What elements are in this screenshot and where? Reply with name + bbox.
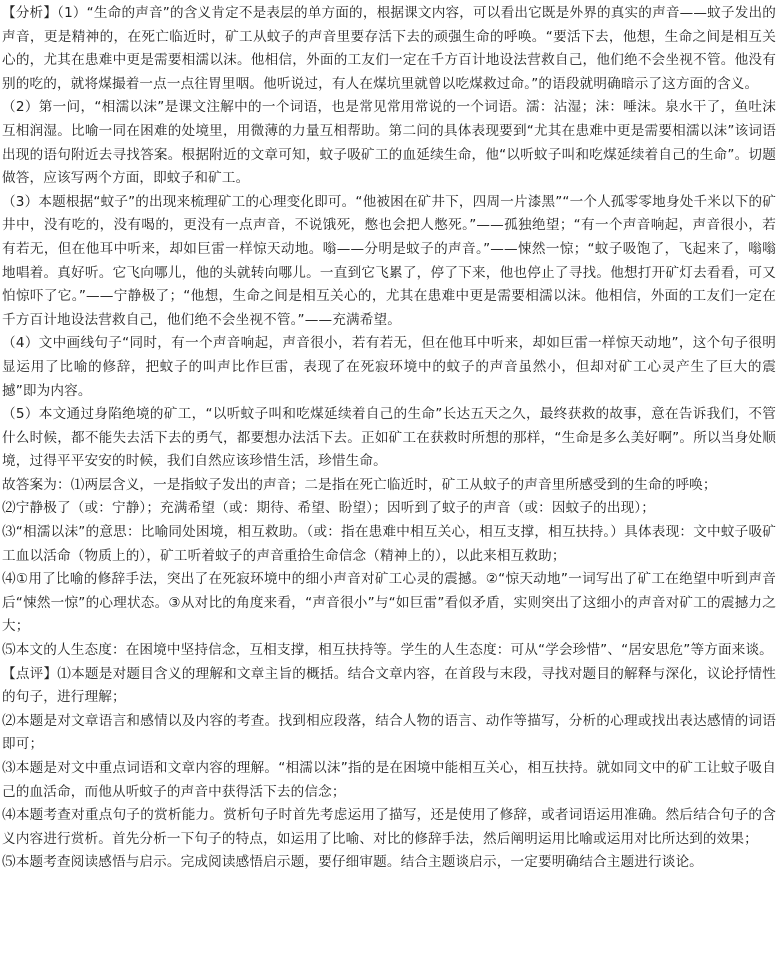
analysis-paragraph-5: （5）本文通过身陷绝境的矿工，“以听蚊子叫和吃煤延续着自己的生命”长达五天之久，最终获救的故事，意在告诉我们，不管什么时候，都不能失去活下去的勇气，都要想办法活下去。正如矿工在获救时所想的那样，“生命是多么美好啊”。所以当身处顺境，过得平平安安的时候，我们自然应该珍惜生活，珍惜生命。 (2, 406, 776, 470)
answer-intro: 故答案为：⑴两层含义，一是指蚊子发出的声音；二是指在死亡临近时，矿工从蚊子的声音里所感受到的生命的呼唤； (2, 476, 717, 493)
answer-item-4: ⑷①用了比喻的修辞手法，突出了在死寂环境中的细小声音对矿工心灵的震撼。②“惊天动地”一词写出了矿工在绝望中听到声音后“悚然一惊”的心理状态。③从对比的角度来看，“声音很小”与“如巨雷”看似矛盾，实则突出了这细小的声音对矿工的震撼力之大； (2, 571, 776, 635)
comment-item-3: ⑶本题是对文中重点词语和文章内容的理解。“相濡以沫”指的是在困境中能相互关心，相互扶持。就如同文中的矿工让蚊子吸自己的血活命，而他从听蚊子的声音中获得活下去的信念； (2, 760, 776, 800)
comment-item-2: ⑵本题是对文章语言和感情以及内容的考查。找到相应段落，结合人物的语言、动作等描写，分析的心理或找出表达感情的词语即可； (2, 712, 776, 753)
analysis-paragraph-1: 【分析】（1）“生命的声音”的含义肯定不是表层的单方面的，根据课文内容，可以看出它既是外界的真实的声音——蚊子发出的声音，更是精神的，在死亡临近时，矿工从蚊子的声音里要存活下去的顽强生命的呼唤。“要活下去，他想，生命之间是相互关心的，尤其在患难中更是需要相濡以沫。他相信，外面的工友们一定在千方百计地设法营救自己，他们绝不会坐视不管。他没有别的吃的，就将煤撮着一点一点往胃里咽。他听说过，有人在煤坑里就曾以吃煤救过命。”的语段就明确暗示了这方面的含义。 (2, 5, 776, 92)
comment-item-4: ⑷本题考查对重点句子的赏析能力。赏析句子时首先考虑运用了描写，还是使用了修辞，或者词语运用准确。然后结合句子的含义内容进行赏析。首先分析一下句子的特点，如运用了比喻、对比的修辞手法，然后阐明运用比喻或运用对比所达到的效果； (2, 807, 776, 847)
comment-item-1: 【点评】⑴本题是对题目含义的理解和文章主旨的概括。结合文章内容，在首段与末段，寻找对题目的解释与深化，议论抒情性的句子，进行理解； (2, 665, 776, 706)
comment-item-5: ⑸本题考查阅读感悟与启示。完成阅读感悟启示题，要仔细审题。结合主题谈启示，一定要明确结合主题进行谈论。 (2, 854, 703, 871)
answer-item-2: ⑵宁静极了（或：宁静）；充满希望（或：期待、希望、盼望）；因听到了蚊子的声音（或：因蚊子的出现）； (2, 500, 656, 517)
answer-item-3: ⑶“相濡以沫”的意思：比喻同处困境，相互救助。（或：指在患难中相互关心，相互支撑，相互扶持。）具体表现：文中蚊子吸矿工血以活命（物质上的），矿工听着蚊子的声音重拾生命信念（精神上的），以此来相互救助； (2, 524, 776, 564)
analysis-paragraph-4: （4）文中画线句子“同时，有一个声音响起，声音很小，若有若无，但在他耳中听来，却如巨雷一样惊天动地”，这个句子很明显运用了比喻的修辞，把蚊子的叫声比作巨雷，表现了在死寂环境中的蚊子的声音虽然小，但却对矿工心灵产生了巨大的震撼”即为内容。 (2, 335, 776, 399)
analysis-paragraph-3: （3）本题根据“蚊子”的出现来梳理矿工的心理变化即可。“他被困在矿井下，四周一片漆黑”“一个人孤零零地身处千米以下的矿井中，没有吃的，没有喝的，更没有一点声音，不说饿死，憋也会把人憋死。”——孤独绝望；“有一个声音响起，声音很小，若有若无，但在他耳中听来，却如巨雷一样惊天动地。嗡——分明是蚊子的声音。”——悚然一惊；“蚊子吸饱了，飞起来了，嗡嗡地唱着。真好听。它飞向哪儿，他的头就转向哪儿。一直到它飞累了，停了下来，他也停止了寻找。他想打开矿灯去看看，可又怕惊吓了它。”——宁静极了；“他想，生命之间是相互关心的，尤其在患难中更是需要相濡以沫。他相信，外面的工友们一定在千方百计地设法营救自己，他们绝不会坐视不管。”——充满希望。 (2, 193, 776, 328)
analysis-paragraph-2: （2）第一问，“相濡以沫”是课文注解中的一个词语，也是常见常用常说的一个词语。濡：沾湿；沫：唾沫。泉水干了，鱼吐沫互相润湿。比喻一同在困难的处境里，用微薄的力量互相帮助。第二问的具体表现要到“尤其在患难中更是需要相濡以沫”该词语出现的语句附近去寻找答案。根据附近的文章可知，蚊子吸矿工的血延续生命，他“以听蚊子叫和吃煤延续着自己的生命”。切题做答，应该写两个方面，即蚊子和矿工。 (2, 99, 776, 187)
answer-item-5: ⑸本文的人生态度：在困境中坚持信念，互相支撑，相互扶持等。学生的人生态度：可从“学会珍惜”、“居安思危”等方面来谈。 (2, 642, 773, 659)
